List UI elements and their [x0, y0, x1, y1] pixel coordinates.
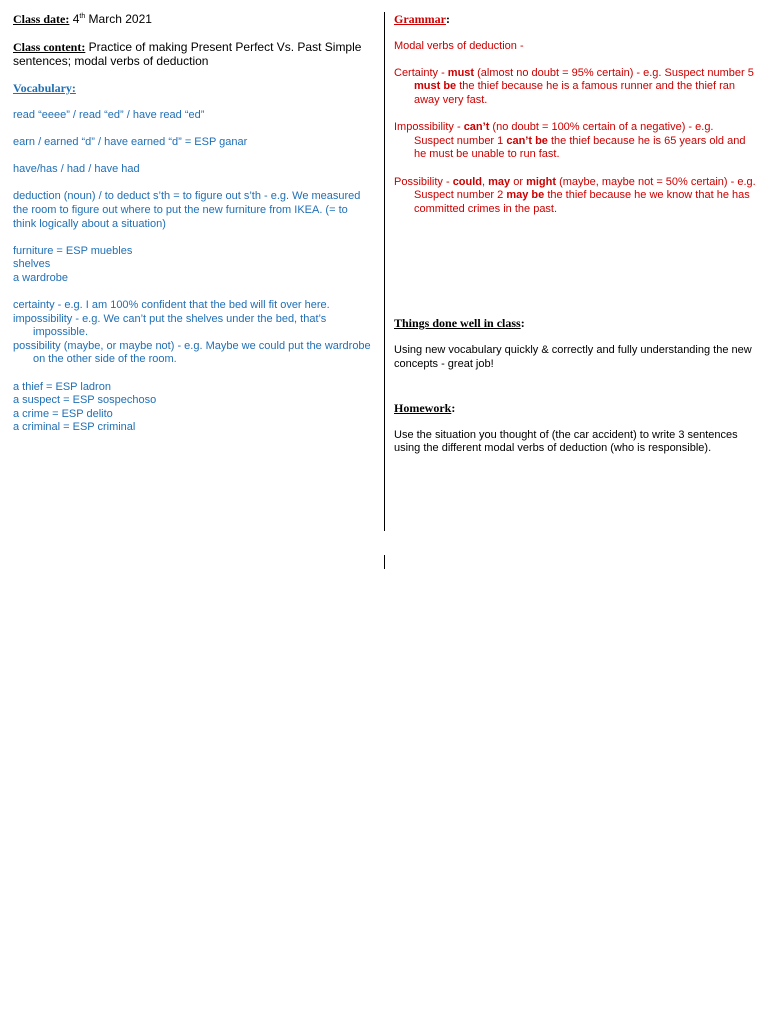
vocab-wardrobe: a wardrobe [13, 271, 69, 284]
vocab-suspect: a suspect = ESP sospechoso [13, 394, 157, 407]
vocab-criminal: a criminal = ESP criminal [13, 421, 136, 434]
grammar-impossibility: Impossibility - can’t (no doubt = 100% certain of a negative) - e.g. Suspect number 1 can’t be the thief because he is 65 years old and he must be unable to run fast. [394, 121, 746, 161]
homework-heading: Homework [394, 401, 452, 416]
vocab-possibility: possibility (maybe, or maybe not) - e.g. Maybe we could put the wardrobe on the other side of the room. [13, 339, 371, 366]
vocabulary-list [13, 109, 373, 435]
class-date-day: 4 [72, 12, 80, 26]
vocab-certainty: certainty - e.g. I am 100% confident that the bed will fit over here. [13, 299, 330, 312]
vocab-earn: earn / earned “d” / have earned “d” = ESP ganar [13, 135, 248, 148]
grammar-notes [394, 40, 756, 217]
vocab-furniture: furniture = ESP muebles [13, 244, 133, 257]
things-done-heading: Things done well in class [394, 316, 521, 331]
vocab-crime: a crime = ESP delito [13, 407, 113, 420]
vocab-have: have/has / had / have had [13, 163, 140, 176]
class-content-line [13, 40, 373, 68]
grammar-heading: Grammar [394, 12, 446, 26]
grammar-colon: : [445, 12, 450, 26]
class-content-text: Practice of making Present Perfect Vs. Past Simple sentences; modal verbs of deduction [13, 39, 362, 68]
vocab-deduction: deduction (noun) / to deduct s’th = to figure out s’th - e.g. We measured the room to figure out where to put the new furniture from IKEA. (= to think logically about a situation) [13, 190, 361, 230]
vocab-impossibility: impossibility - e.g. We can’t put the shelves under the bed, that’s impossible. [13, 312, 327, 339]
modal-verbs-intro: Modal verbs of deduction - [394, 39, 524, 52]
grammar-possibility: Possibility - could, may or might (maybe, maybe not = 50% certain) - e.g. Suspect number 2 may be the thief because he we know that he has committed crimes in the past. [394, 175, 756, 215]
class-content-label: Class content: [13, 39, 86, 54]
vocabulary-heading: Vocabulary: [13, 81, 76, 96]
page-tick-mark [384, 555, 385, 569]
vocab-shelves: shelves [13, 258, 51, 271]
class-date-suffix: th [79, 13, 86, 20]
left-column [13, 12, 373, 435]
vocab-thief: a thief = ESP ladron [13, 380, 111, 393]
vocab-read: read “eeee” / read “ed” / have read “ed” [13, 108, 205, 121]
things-done-text: Using new vocabulary quickly & correctly and fully understanding the new concepts - great job! [394, 343, 752, 370]
grammar-certainty: Certainty - must (almost no doubt = 95% certain) - e.g. Suspect number 5 must be the thief because he is a famous runner and the thief ran away very fast. [394, 66, 754, 106]
right-column: Grammar: Modal verbs of deduction - Certainty - must (almost no doubt = 95% certain) - e.g. Suspect number 5 must be the thief because he is a famous runner and the thief ran away very fast. Impossibility - can’t (no doubt = 100% certain of a negative) - e.g. Suspect number 1 can’t be the thief because he is 65 years old and he must be unable to run fast. Possibility - could, may or might (maybe, maybe not = 50% certain) - e.g. Suspect number 2 may be the thief because he we know that he has committed crimes in the past. Things done well in class: Using new vocabulary quickly & correctly and fully understanding the new concepts - great job! Homework: Use the situation you thought of (the car accident) to write 3 sentences using the different modal verbs of deduction (who is responsible). [394, 12, 756, 455]
class-date-label: Class date: [13, 12, 70, 26]
homework-text: Use the situation you thought of (the car accident) to write 3 sentences using the different modal verbs of deduction (who is responsible). [394, 428, 738, 455]
column-divider [384, 12, 385, 531]
class-date-line [13, 12, 373, 26]
class-date-month-year: March 2021 [85, 12, 152, 26]
